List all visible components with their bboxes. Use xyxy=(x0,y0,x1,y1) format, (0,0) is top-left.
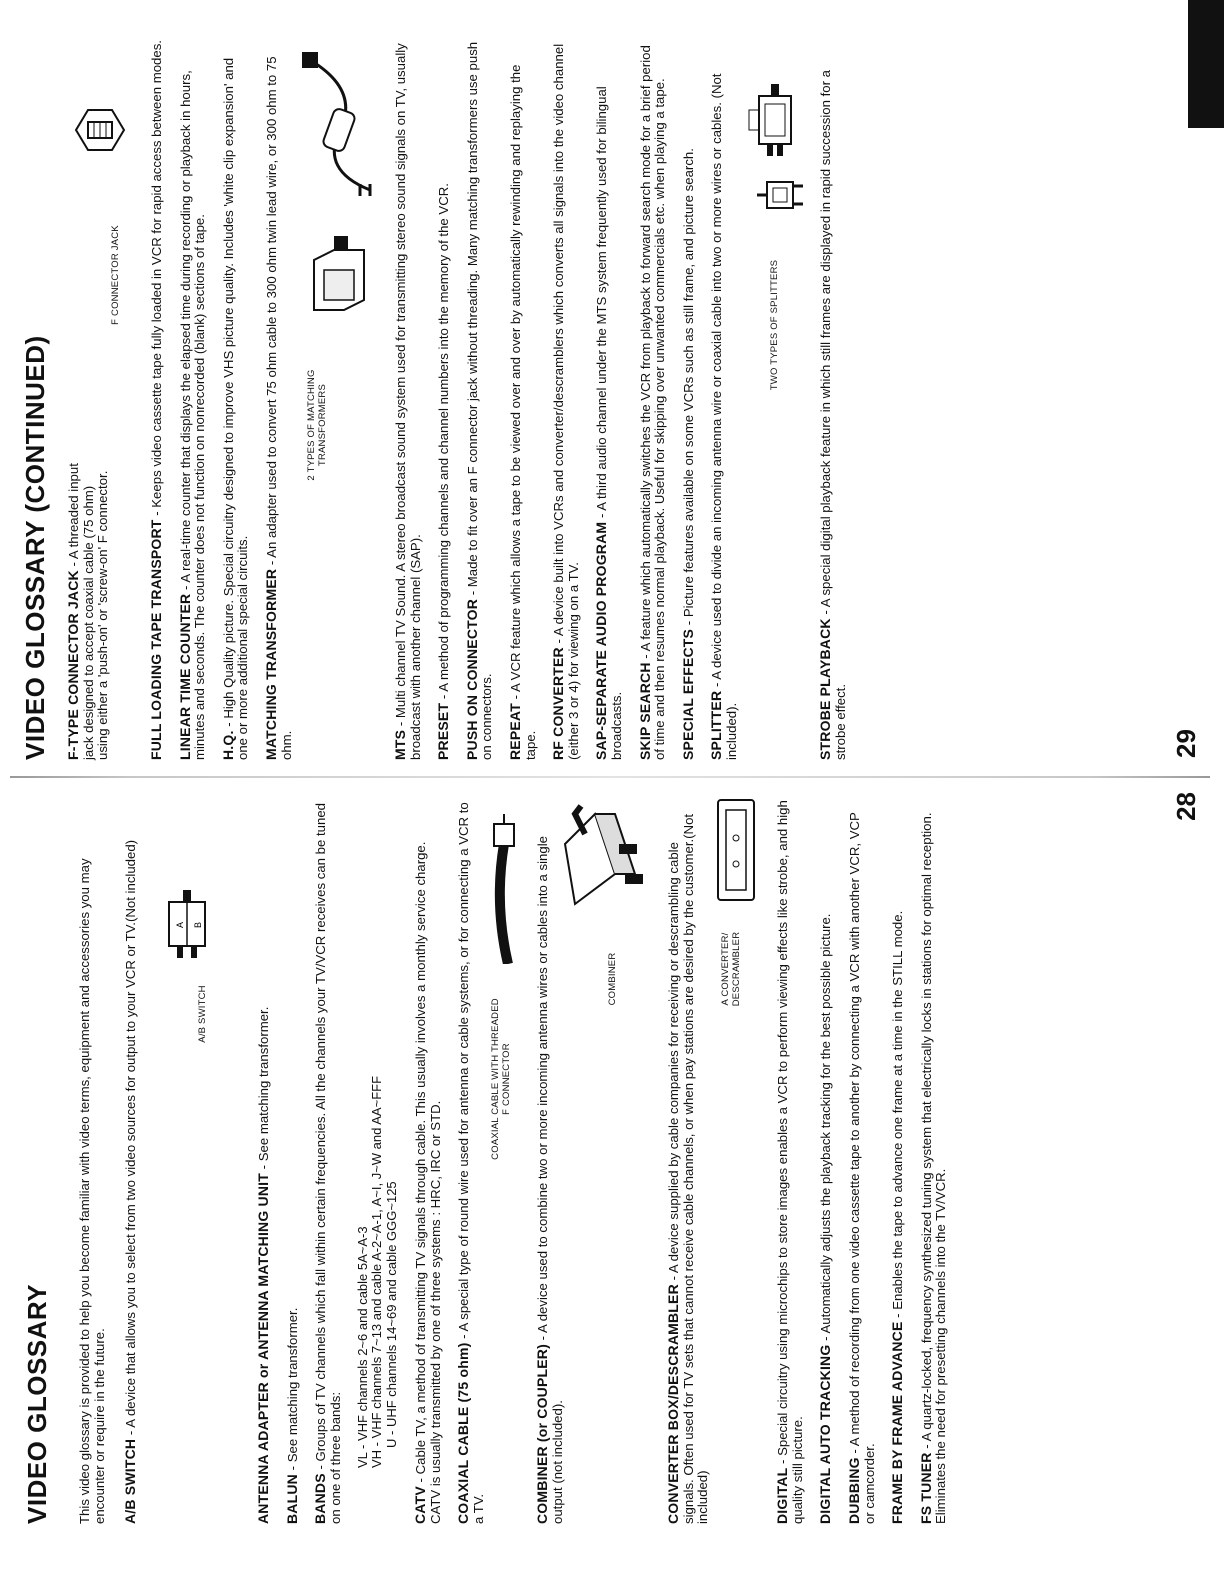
definition: - A VCR feature which allows a tape to be viewed over and over by automatically rewinding and replaying the tape. xyxy=(507,64,538,760)
term: H.Q. xyxy=(219,730,236,760)
term: DUBBING xyxy=(846,1457,863,1524)
right-page xyxy=(0,24,1224,764)
definition: - A device supplied by cable companies for receiving or descrambling cable signals. Often used for TV sets that cannot receive cable channels, or when pay stations are desired by the customer.(Not included) xyxy=(666,813,711,1524)
glossary-entries xyxy=(66,40,861,760)
entry-dubbing xyxy=(847,800,877,1524)
term: SPECIAL EFFECTS xyxy=(679,628,696,760)
entry-special-effects xyxy=(681,40,697,760)
entry-full-loading xyxy=(149,40,165,760)
term: BANDS xyxy=(312,1473,329,1524)
entry-linear-time-counter xyxy=(178,40,208,760)
entry-mts xyxy=(393,40,423,760)
ab-switch-icon xyxy=(159,882,219,962)
entry-splitter xyxy=(709,40,805,760)
entry-skip-search xyxy=(638,40,668,760)
term: CATV xyxy=(412,1486,429,1524)
entry-hq xyxy=(221,40,251,760)
entry-f-type-connector xyxy=(66,40,136,760)
definition: - A special digital playback feature in which still frames are displayed in rapid succession for a strobe effect. xyxy=(818,69,848,760)
term: LINEAR TIME COUNTER xyxy=(176,593,193,760)
definition: - A method of recording from one video cassette tape to another by connecting a VCR with another VCR, VCP or camcorder. xyxy=(847,812,877,1524)
term: REPEAT xyxy=(506,703,523,760)
glossary-entries xyxy=(78,800,962,1524)
entry-repeat xyxy=(508,40,538,760)
definition: - A real-time counter that displays the elapsed time during recording or playback in hours, minutes and seconds. The counter does not function on nonrecorded (blank) sections of tape. xyxy=(177,70,208,760)
svg-text:B: B xyxy=(193,921,204,928)
entry-balun xyxy=(285,800,301,1524)
definition: - Enables the tape to advance one frame at a time in the STILL mode. xyxy=(890,910,906,1322)
definition: - A quartz-locked, frequency synthesized tuning system that electrically locks in stations for optimal reception. Eliminates the need for presetting channels into the TV/VCR. xyxy=(918,812,949,1524)
entry-sap xyxy=(594,40,624,760)
definition: - A threaded input jack designed to accept coaxial cable (75 ohm) using either a 'push-on' or 'screw-on' F connector. xyxy=(66,463,111,760)
figure-caption: A CONVERTER/ DESCRAMBLER xyxy=(720,931,743,1007)
matching-transformer-icon xyxy=(304,230,374,320)
page-number: 28 xyxy=(1171,792,1201,821)
term: FRAME BY FRAME ADVANCE xyxy=(889,1321,906,1524)
band-line: U - UHF channels 14~69 and cable GGG~125 xyxy=(383,1181,399,1448)
svg-text:A: A xyxy=(175,921,186,928)
term: SPLITTER xyxy=(708,690,725,760)
definition: - A device built into VCRs and converter/descramblers which converts all signals into the video channel (either 3 or 4) for viewing on a TV. xyxy=(551,43,581,760)
definition: - Picture features available on some VCRs such as still frame, and picture search. xyxy=(680,148,696,629)
figure-caption: COAXIAL CABLE WITH THREADED F CONNECTOR xyxy=(490,998,513,1160)
entry-digital-auto-tracking xyxy=(818,800,834,1524)
term: F-TYPE CONNECTOR JACK xyxy=(65,570,81,760)
definition: - A feature which automatically switches the VCR from playback to forward search mode for a brief period of time and then resumes normal playback. Useful for skipping over unwanted commercials etc. when playing a tape. xyxy=(637,45,668,760)
figure-caption: 2 TYPES OF MATCHING TRANSFORMERS xyxy=(305,369,328,481)
definition: - Multi channel TV Sound. A stereo broadcast sound system used for transmitting stereo sound signals on TV, usually broadcast with another channel (SAP). xyxy=(392,43,423,760)
term: A/B SWITCH xyxy=(122,1438,139,1524)
definition: - A special type of round wire used for antenna or cable systems, or for connecting a VCR to a TV. xyxy=(456,802,486,1524)
page-title: VIDEO GLOSSARY (CONTINUED) xyxy=(20,335,50,760)
definition: - Automatically adjusts the playback tracking for the best possible picture. xyxy=(818,913,834,1345)
coaxial-cable-icon xyxy=(486,814,522,964)
band-line: VL - VHF channels 2~6 and cable 5A~A-3 xyxy=(354,1226,370,1468)
definition: - Groups of TV channels which fall within certain frequencies. All the channels your TV/VCR receives can be tuned on one of three bands: xyxy=(313,802,343,1524)
term: MTS xyxy=(391,729,408,760)
entry-combiner xyxy=(535,800,653,1524)
definition: - A method of programming channels and channel numbers into the memory of the VCR. xyxy=(436,183,452,703)
bands-list xyxy=(356,800,400,1468)
entry-rf-converter xyxy=(551,40,581,760)
entry-bands xyxy=(313,800,399,1524)
term: PUSH ON CONNECTOR xyxy=(463,598,480,760)
entry-converter-box xyxy=(666,800,762,1524)
definition: - See matching transformer. xyxy=(256,1006,272,1174)
figure-caption: A/B SWITCH xyxy=(197,985,209,1043)
band-line: VH - VHF channels 7~13 and cable A-2~A-1, A~I, J~W and AA~FFF xyxy=(369,1075,385,1468)
entry-coaxial-cable xyxy=(456,800,522,1524)
definition: - Cable TV, a method of transmitting TV signals through cable. This usually involves a monthly service charge. xyxy=(413,841,429,1487)
left-page xyxy=(0,784,1224,1544)
entry-catv xyxy=(413,800,443,1524)
four-way-splitter-icon xyxy=(745,80,805,160)
intro-paragraph: This video glossary is provided to help you become familiar with video terms, equipment and accessories you may encounter or require in the future. xyxy=(77,858,107,1524)
converter-descrambler-icon xyxy=(710,794,760,904)
page-number: 29 xyxy=(1171,729,1201,758)
term: COMBINER (or COUPLER) xyxy=(534,1344,551,1524)
page-fold-divider xyxy=(10,776,1210,778)
term: RF CONVERTER xyxy=(550,647,567,760)
figure-caption: TWO TYPES OF SPLITTERS xyxy=(769,259,781,391)
definition: - A third audio channel under the MTS system frequently used for bilingual broadcasts. xyxy=(594,86,624,760)
figure-caption: COMBINER xyxy=(607,952,619,1006)
entry-fs-tuner xyxy=(919,800,949,1524)
entry-antenna-adapter xyxy=(256,800,272,1524)
definition: - Keeps video cassette tape fully loaded in VCR for rapid access between modes. xyxy=(149,40,164,520)
two-way-splitter-icon xyxy=(755,170,805,220)
term: CONVERTER BOX/DESCRAMBLER xyxy=(665,1284,682,1524)
term: DIGITAL xyxy=(774,1467,791,1524)
twin-lead-transformer-icon xyxy=(300,50,380,200)
term: FULL LOADING TAPE TRANSPORT xyxy=(148,519,164,760)
term: COAXIAL CABLE (75 ohm) xyxy=(455,1342,472,1524)
definition: - A device used to combine two or more incoming antenna wires or cables into a single output (not included). xyxy=(535,836,565,1524)
entry-digital xyxy=(775,800,805,1524)
f-connector-jack-icon xyxy=(68,90,128,160)
entry-strobe-playback xyxy=(818,40,848,760)
term: PRESET xyxy=(435,702,452,760)
entry-push-on-connector xyxy=(465,40,495,760)
term: SKIP SEARCH xyxy=(636,662,653,760)
definition: - A device that allows you to select from two video sources for output to your VCR or TV.(Not included) xyxy=(123,839,139,1439)
term: STROBE PLAYBACK xyxy=(817,618,834,760)
entry-preset xyxy=(436,40,452,760)
term: DIGITAL AUTO TRACKING xyxy=(817,1344,834,1524)
term: MATCHING TRANSFORMER xyxy=(262,568,279,760)
definition: - Made to fit over an F connector jack without threading. Many matching transformers use push on connectors. xyxy=(464,41,495,760)
figure-caption: F CONNECTOR JACK xyxy=(110,225,121,325)
combiner-icon xyxy=(555,804,645,914)
entry-frame-by-frame xyxy=(890,800,906,1524)
definition: - Special circuitry using microchips to store images enables a VCR to perform viewing effects like strobe, and high quality still picture. xyxy=(775,800,805,1524)
term: SAP-SEPARATE AUDIO PROGRAM xyxy=(593,521,610,760)
definition-extra: CATV is usually transmitted by one of three systems : HRC, IRC or STD. xyxy=(427,1100,443,1524)
term: FS TUNER xyxy=(917,1452,934,1524)
definition: - See matching transformer. xyxy=(284,1307,300,1474)
term: BALUN xyxy=(283,1474,300,1524)
term: ANTENNA ADAPTER or ANTENNA MATCHING UNIT xyxy=(255,1173,272,1524)
entry-matching-transformer xyxy=(264,40,380,760)
page-title: VIDEO GLOSSARY xyxy=(22,1283,52,1524)
definition: - High Quality picture. Special circuitry designed to improve VHS picture quality. Includes 'white clip expansion' and one or more additional special circuits. xyxy=(220,57,251,760)
definition: - A device used to divide an incoming antenna wire or coaxial cable into two or more wires or cables. (Not included). xyxy=(709,73,739,760)
entry-ab-switch xyxy=(123,800,243,1524)
definition: - An adapter used to convert 75 ohm cable to 300 ohm twin lead wire, or 300 ohm to 75 ohm. xyxy=(263,56,294,760)
